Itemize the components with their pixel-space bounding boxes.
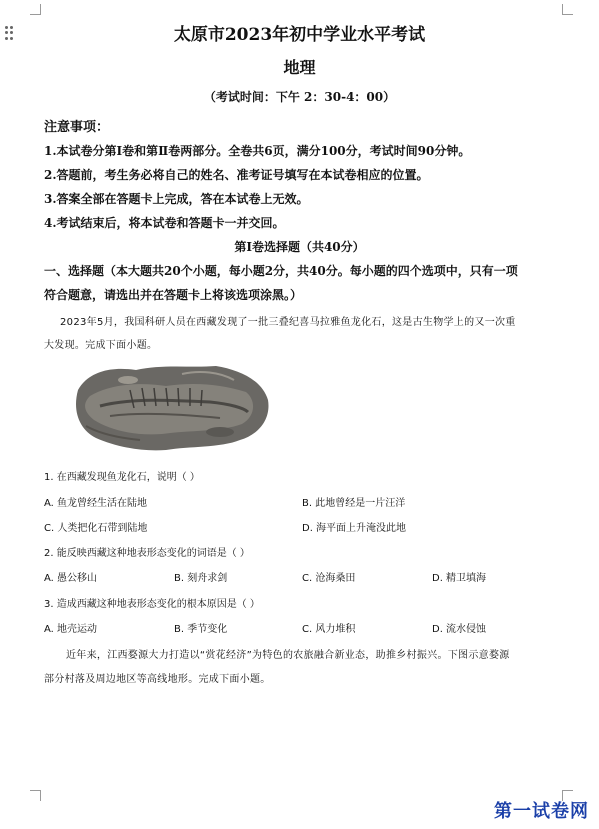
question-3-option-b[interactable]: B. 季节变化 xyxy=(174,624,228,635)
section-heading: 第Ⅰ卷选择题（共40分） xyxy=(234,240,365,254)
question-3-option-d[interactable]: D. 流水侵蚀 xyxy=(432,624,487,635)
crop-mark-top-left xyxy=(30,4,41,15)
question-3-option-c[interactable]: C. 风力堆积 xyxy=(302,624,356,635)
notice-item-2: 2.答题前，考生务必将自己的姓名、准考证号填写在本试卷相应的位置。 xyxy=(44,168,429,182)
question-1-option-a[interactable]: A. 鱼龙曾经生活在陆地 xyxy=(44,498,148,509)
question-1-option-d[interactable]: D. 海平面上升淹没此地 xyxy=(302,523,407,534)
passage-1-line-2: 大发现。完成下面小题。 xyxy=(44,340,158,351)
passage-2-line-2: 部分村落及周边地区等高线地形。完成下面小题。 xyxy=(44,674,271,685)
notice-item-3: 3.答案全部在答题卡上完成，答在本试卷上无效。 xyxy=(44,192,309,206)
exam-subject: 地理 xyxy=(283,58,316,77)
passage-2-line-1: 近年来，江西婺源大力打造以“赏花经济”为特色的农旅融合新业态，助推乡村振兴。下图示意婺源 xyxy=(66,650,510,661)
section-instruction-line-1: 一、选择题（本大题共20个小题，每小题2分，共40分。每小题的四个选项中，只有一项 xyxy=(44,264,518,278)
exam-title: 太原市2023年初中学业水平考试 xyxy=(173,25,426,45)
crop-mark-top-right xyxy=(562,4,573,15)
notice-item-4: 4.考试结束后，将本试卷和答题卡一并交回。 xyxy=(44,216,285,230)
passage-1-line-1: 2023年5月，我国科研人员在西藏发现了一批三叠纪喜马拉雅鱼龙化石，这是古生物学上的又一次重 xyxy=(60,317,516,328)
question-2-stem: 2. 能反映西藏这种地表形态变化的词语是（ ） xyxy=(44,548,250,559)
question-2-option-c[interactable]: C. 沧海桑田 xyxy=(302,573,356,584)
question-1-option-b[interactable]: B. 此地曾经是一片汪洋 xyxy=(302,498,406,509)
exam-time: （考试时间：下午 2：30-4：00） xyxy=(203,90,396,104)
notice-item-1: 1.本试卷分第Ⅰ卷和第Ⅱ卷两部分。全卷共6页，满分100分，考试时间90分钟。 xyxy=(44,144,471,158)
site-watermark: 第一试卷网 xyxy=(494,801,589,822)
notice-heading: 注意事项： xyxy=(44,120,110,135)
section-instruction-line-2: 符合题意，请选出并在答题卡上将该选项涂黑。） xyxy=(44,288,303,302)
question-2-option-a[interactable]: A. 愚公移山 xyxy=(44,573,98,584)
question-2-option-d[interactable]: D. 精卫填海 xyxy=(432,573,487,584)
question-3-stem: 3. 造成西藏这种地表形态变化的根本原因是（ ） xyxy=(44,599,260,610)
crop-mark-bottom-left xyxy=(30,790,41,801)
question-3-option-a[interactable]: A. 地壳运动 xyxy=(44,624,98,635)
ichthyosaur-fossil-image xyxy=(70,360,272,452)
question-2-option-b[interactable]: B. 刻舟求剑 xyxy=(174,573,228,584)
question-1-option-c[interactable]: C. 人类把化石带到陆地 xyxy=(44,523,148,534)
question-1-stem: 1. 在西藏发现鱼龙化石，说明（ ） xyxy=(44,472,200,483)
